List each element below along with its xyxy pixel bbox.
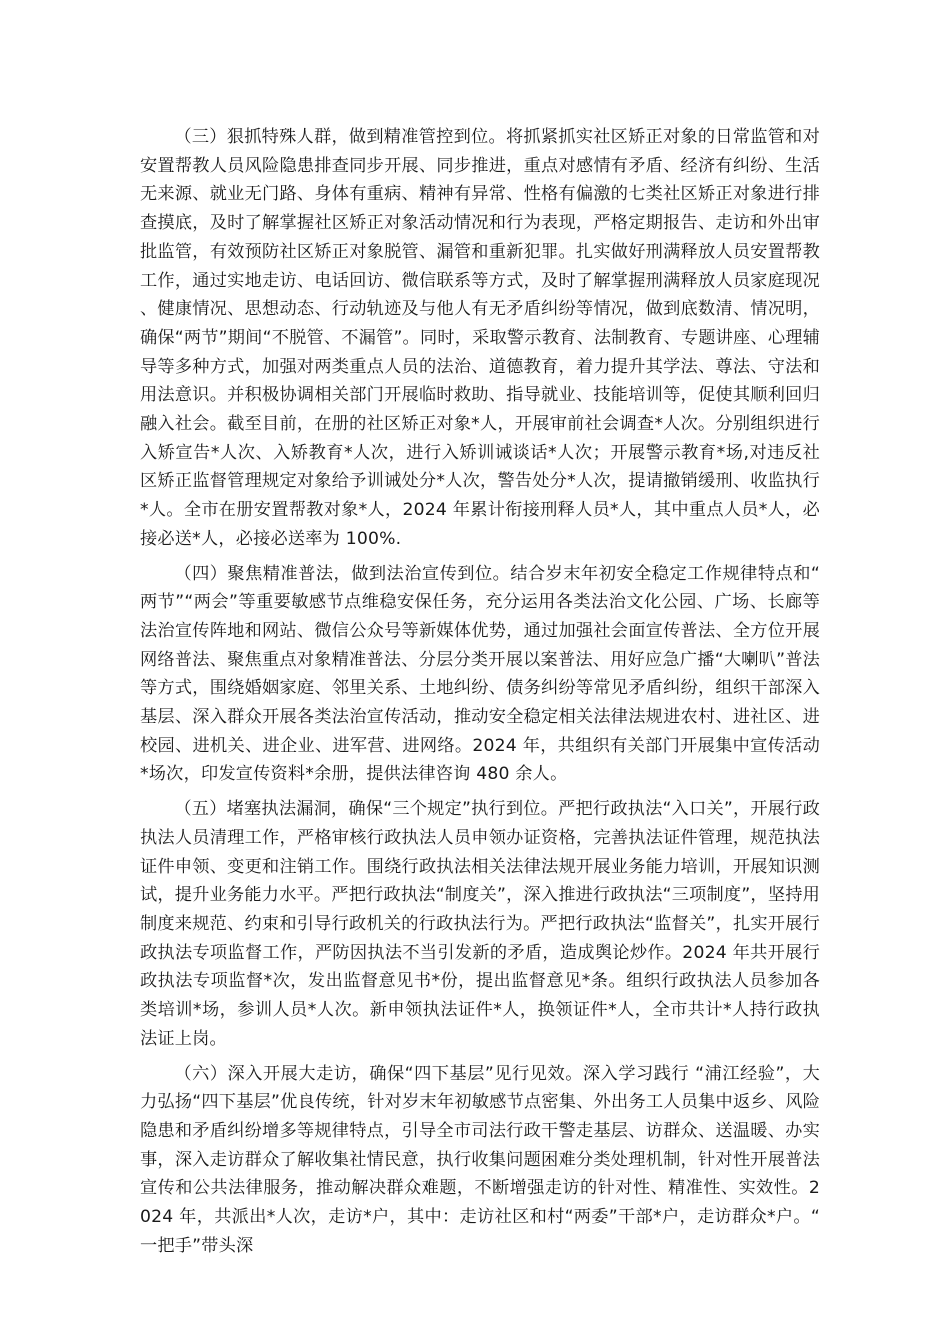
paragraph-special-groups: （三）狠抓特殊人群，做到精准管控到位。将抓紧抓实社区矫正对象的日常监管和对安置帮教人员风险隐患排查同步开展、同步推进，重点对感情有矛盾、经济有纠纷、生活无来源、就业无门路、身体有重病、精神有异常、性格有偏激的七类社区矫正对象进行排查摸底，及时了解掌握社区矫正对象活动情况和行为表现，严格定期报告、走访和外出审批监管，有效预防社区矫正对象脱管、漏管和重新犯罪。扎实做好刑满释放人员安置帮教工作，通过实地走访、电话回访、微信联系等方式，及时了解掌握刑满释放人员家庭现况、健康情况、思想动态、行动轨迹及与他人有无矛盾纠纷等情况，做到底数清、情况明，确保“两节”期间“不脱管、不漏管”。同时，采取警示教育、法制教育、专题讲座、心理辅导等多种方式，加强对两类重点人员的法治、道德教育，着力提升其学法、尊法、守法和用法意识。并积极协调相关部门开展临时救助、指导就业、技能培训等，促使其顺利回归融入社会。截至目前，在册的社区矫正对象*人，开展审前社会调查*人次。分别组织进行入矫宣告*人次、入矫教育*人次，进行入矫训诫谈话*人次；开展警示教育*场,对违反社区矫正监督管理规定对象给予训诫处分*人次，警告处分*人次，提请撤销缓刑、收监执行*人。全市在册安置帮教对象*人，2024 年累计衔接刑释人员*人，其中重点人员*人，必接必送*人，必接必送率为 100%.: [140, 127, 820, 549]
document-body: [140, 123, 820, 1266]
paragraph-grassroots-visits: （六）深入开展大走访，确保“四下基层”见行见效。深入学习践行 “浦江经验”，大力弘扬“四下基层”优良传统，针对岁末年初敏感节点密集、外出务工人员集中返乡、风险隐患和矛盾纠纷增多等规律特点，引导全市司法行政干警走基层、访群众、送温暖、办实事，深入走访群众了解收集社情民意，执行收集问题困难分类处理机制，针对性开展普法宣传和公共法律服务，推动解决群众难题，不断增强走访的针对性、精准性、实效性。2024 年，共派出*人次，走访*户，其中：走访社区和村“两委”干部*户，走访群众*户。“一把手”带头深: [140, 1063, 820, 1256]
paragraph-law-enforcement: （五）堵塞执法漏洞，确保“三个规定”执行到位。严把行政执法“入口关”，开展行政执法人员清理工作，严格审核行政执法人员申领办证资格，完善执法证件管理，规范执法证件申领、变更和注销工作。围绕行政执法相关法律法规开展业务能力培训，开展知识测试，提升业务能力水平。严把行政执法“制度关”，深入推进行政执法“三项制度”，坚持用制度来规范、约束和引导行政机关的行政执法行为。严把行政执法“监督关”，扎实开展行政执法专项监督工作，严防因执法不当引发新的矛盾，造成舆论炒作。2024 年共开展行政执法专项监督*次，发出监督意见书*份，提出监督意见*条。组织行政执法人员参加各类培训*场，参训人员*人次。新申领执法证件*人，换领证件*人，全市共计*人持行政执法证上岗。: [140, 799, 820, 1049]
paragraph-legal-publicity: （四）聚焦精准普法，做到法治宣传到位。结合岁末年初安全稳定工作规律特点和“两节”“两会”等重要敏感节点维稳安保任务，充分运用各类法治文化公园、广场、长廊等法治宣传阵地和网站、微信公众号等新媒体优势，通过加强社会面宣传普法、全方位开展网络普法、聚焦重点对象精准普法、分层分类开展以案普法、用好应急广播“大喇叭”普法等方式，围绕婚姻家庭、邻里关系、土地纠纷、债务纠纷等常见矛盾纠纷，组织干部深入基层、深入群众开展各类法治宣传活动，推动安全稳定相关法律法规进农村、进社区、进校园、进机关、进企业、进军营、进网络。2024 年，共组织有关部门开展集中宣传活动*场次，印发宣传资料*余册，提供法律咨询 480 余人。: [140, 563, 820, 785]
